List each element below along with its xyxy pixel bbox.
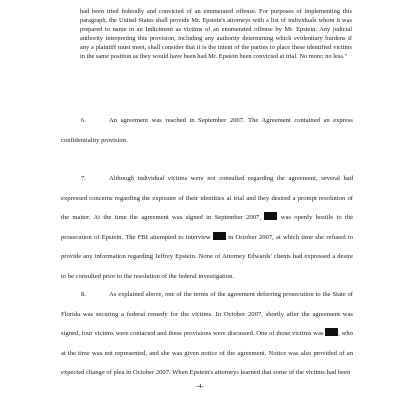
paragraph-text: Although individual victims were not consulted regarding the agreement, several had expressed concerns regarding the exposure of their identities at trial and they desired a prompt resolution of the matter. At the time the agreement was signed in September 2007, xyxy=(61,175,353,222)
paragraph-7 xyxy=(61,169,353,287)
redaction-bar xyxy=(213,232,226,240)
block-quote: had been tried federally and convicted of an enumerated offense. For purposes of implementing this paragraph, the United States shall provide Mr. Epstein's attorneys with a list of individuals whom it was prepared to name in an Indictment as victims of an enumerated offense by Mr. Epstein. Any judicial authority interpreting this provision, including any authority determining which evidentiary burdens if any a plaintiff must meet, shall consider that it is the intent of the parties to place these identified victims in the same position as they would have been had Mr. Epstein been convicted at trial. No more; no less." xyxy=(80,8,352,61)
paragraph-text: in October 2007, at which time she refused to provide any information regarding Jeffrey Epstein. None of Attorney Edwards' clients had expressed a desire to be consulted prior to the resolution of the federal investigation. xyxy=(61,233,354,280)
paragraph-text: An agreement was reached in September 2007. The Agreement contained an express confidentiality provision. xyxy=(61,117,353,144)
paragraph-8 xyxy=(61,285,353,383)
redaction-bar xyxy=(264,212,277,220)
paragraph-text: was openly hostile to the prosecution of Epstein. The FBI attempted to interview xyxy=(61,214,354,241)
paragraph-6 xyxy=(61,111,353,150)
paragraph-number: 6. xyxy=(81,117,86,124)
page-number: -4- xyxy=(196,383,204,390)
paragraph-text: As explained above, one of the terms of the agreement deferring prosecution to the State of Florida was securing a federal remedy for the victims. In October 2007, shortly after the agreement was signed, four victims were contacted and these provisions were discussed. One of those victims was xyxy=(61,291,353,338)
redaction-bar xyxy=(325,328,338,336)
paragraph-number: 7. xyxy=(81,175,86,182)
paragraph-number: 8. xyxy=(81,291,86,298)
paragraph-text: , who at the time was not represented, and she was given notice of the agreement. Notice was also provided of an expected change of plea in October 2007. When Epstein's attorneys learned that some of the victims had been xyxy=(61,330,353,377)
